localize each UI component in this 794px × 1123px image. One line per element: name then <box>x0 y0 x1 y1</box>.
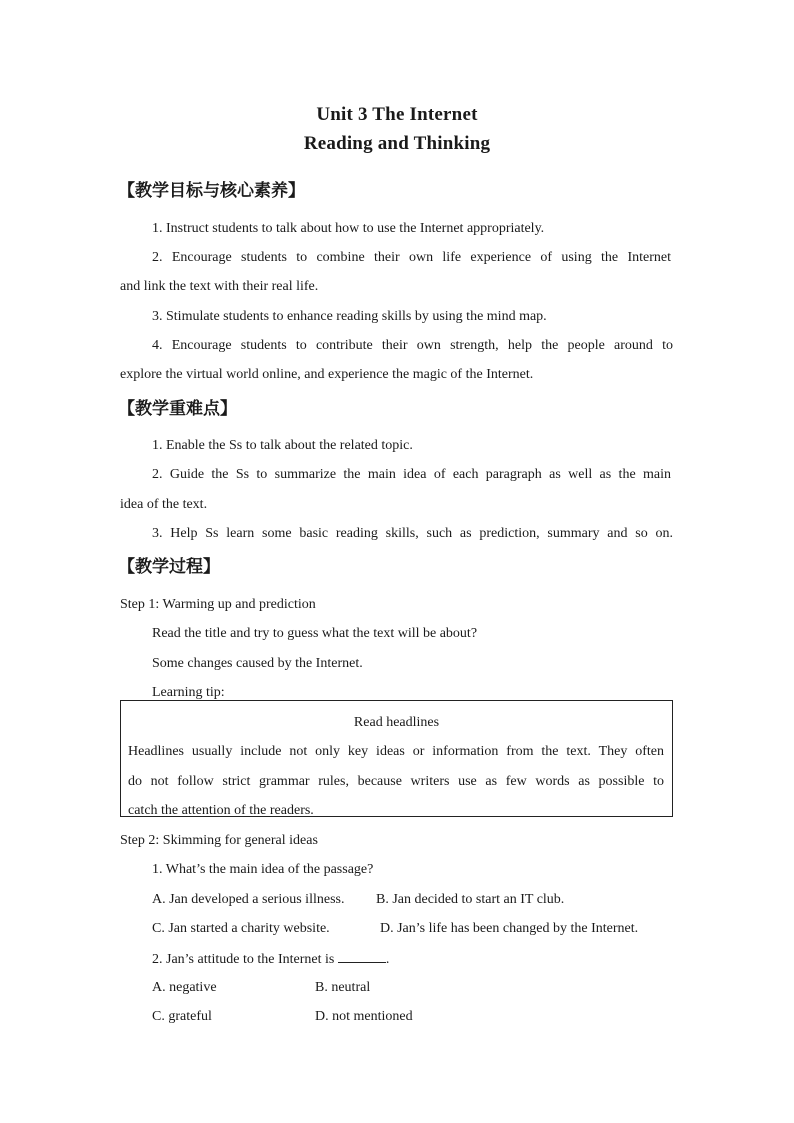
lesson-subtitle: Reading and Thinking <box>303 133 491 154</box>
keypoint-item-2-line2: idea of the text. <box>120 497 208 512</box>
keypoint-item-2-line1: 2. Guide the Ss to summarize the main idea of each paragraph as well as the main <box>152 467 671 482</box>
goal-item-2-line1: 2. Encourage students to combine their own life experience of using the Internet <box>152 250 671 265</box>
goal-item-4-line2: explore the virtual world online, and experience the magic of the Internet. <box>120 367 534 382</box>
learning-tip-label: Learning tip: <box>152 685 225 700</box>
goal-item-4-line1: 4. Encourage students to contribute their own strength, help the people around to <box>152 338 673 353</box>
keypoints-heading: 【教学重难点】 <box>118 399 237 419</box>
goals-heading: 【教学目标与核心素养】 <box>118 181 305 201</box>
q1-option-d: D. Jan’s life has been changed by the Internet. <box>380 921 639 936</box>
q2-option-b: B. neutral <box>315 980 371 995</box>
step1-label: Step 1: Warming up and prediction <box>120 597 316 612</box>
question-2-text: 2. Jan’s attitude to the Internet is <box>152 952 335 967</box>
keypoint-item-1: 1. Enable the Ss to talk about the related topic. <box>152 438 413 453</box>
q1-option-b: B. Jan decided to start an IT club. <box>376 892 565 907</box>
answer-blank <box>338 949 386 963</box>
question-2 <box>152 949 389 969</box>
step2-label: Step 2: Skimming for general ideas <box>120 833 318 848</box>
unit-title: Unit 3 The Internet <box>316 104 478 125</box>
tip-title: Read headlines <box>353 715 440 730</box>
tip-line-3: catch the attention of the readers. <box>128 803 314 818</box>
q2-option-a: A. negative <box>152 980 217 995</box>
tip-line-1: Headlines usually include not only key ideas or information from the text. They often <box>128 744 664 759</box>
q1-option-a: A. Jan developed a serious illness. <box>152 892 345 907</box>
process-heading: 【教学过程】 <box>118 557 220 577</box>
keypoint-item-3: 3. Help Ss learn some basic reading skills, such as prediction, summary and so on. <box>152 526 673 541</box>
step1-answer: Some changes caused by the Internet. <box>152 656 363 671</box>
q1-option-c: C. Jan started a charity website. <box>152 921 330 936</box>
goal-item-1: 1. Instruct students to talk about how to use the Internet appropriately. <box>152 221 545 236</box>
q2-option-d: D. not mentioned <box>315 1009 413 1024</box>
learning-tip-box <box>120 700 673 817</box>
question-2-end: . <box>385 952 390 967</box>
q2-option-c: C. grateful <box>152 1009 212 1024</box>
question-1: 1. What’s the main idea of the passage? <box>152 862 374 877</box>
tip-line-2: do not follow strict grammar rules, because writers use as few words as possible to <box>128 774 664 789</box>
step1-instruction: Read the title and try to guess what the text will be about? <box>152 626 478 641</box>
goal-item-2-line2: and link the text with their real life. <box>120 279 319 294</box>
goal-item-3: 3. Stimulate students to enhance reading skills by using the mind map. <box>152 309 547 324</box>
